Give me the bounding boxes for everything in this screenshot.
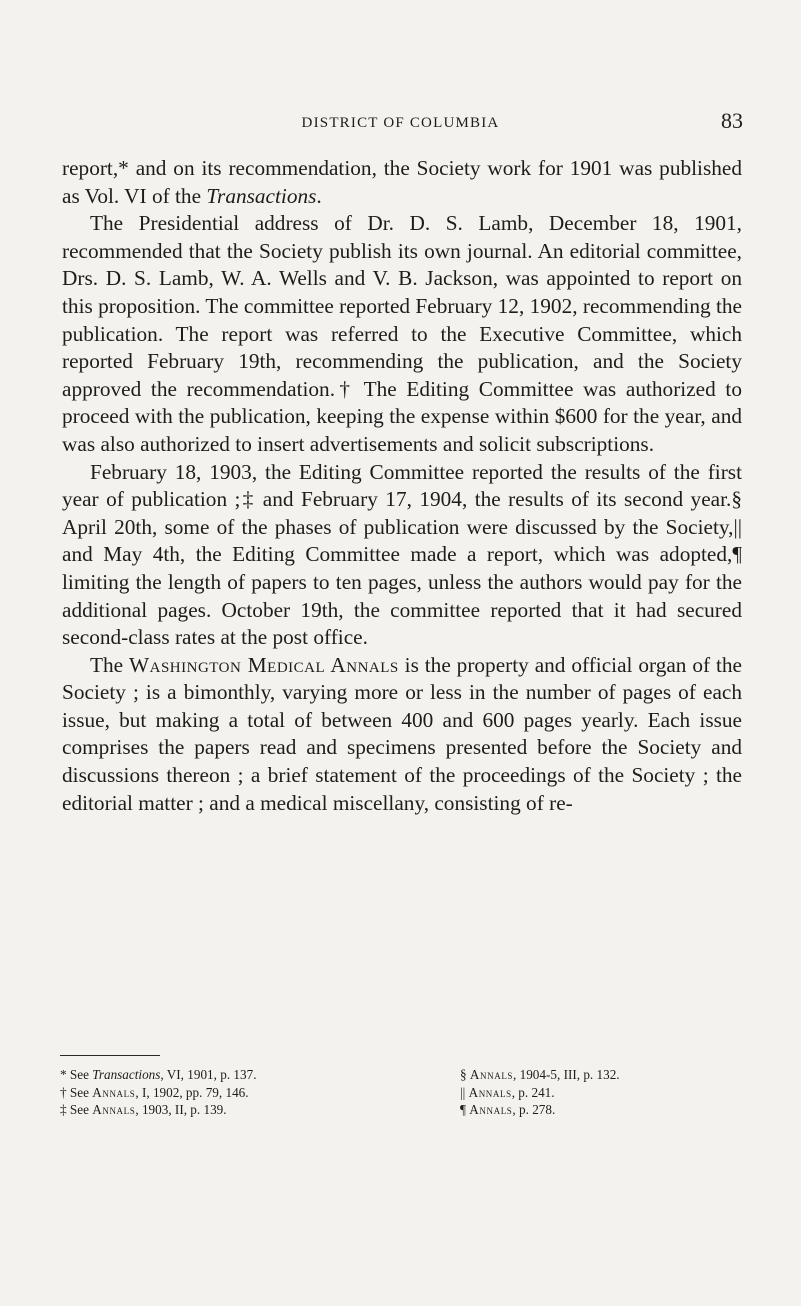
footnote-citation: , 1903, II, p. 139. — [135, 1102, 227, 1117]
footnote-ref: Annals — [469, 1067, 514, 1082]
paragraph-2: The Presidential address of Dr. D. S. Lamb, December 18, 1901, recommended that the Society publish its own journal. An editorial committee, Drs. D. S. Lamb, W. A. Wells and V. B. Jackson, was appointed to report on this proposition. The committee reported February 12, 1902, recommending the publication. The report was referred to the Executive Committee, which reported February 19th, recommending the publication, and the Society approved the recommendation.† The Editing Committee was authorized to proceed with the publication, keeping the expense within $600 for the year, and was also authorized to insert advertisements and solicit subscriptions. — [62, 211, 742, 456]
footnote-ref: Annals — [92, 1102, 136, 1117]
footnote-citation: , p. 241. — [511, 1084, 555, 1100]
paragraph-4-text: is the property and official organ of the Society ; is a bimonthly, varying more or less in the number of pages of each issue, but making a total of between 400 and 600 pages yearly. Each issue comprises the papers read and specimens presented before the Society and discussions thereon ; a brief statement of the proceedings of the Society ; the editorial matter ; and a medical miscellany, consisting of re- — [62, 652, 743, 815]
footnote — [460, 1084, 760, 1102]
footnote-citation: , p. 278. — [512, 1102, 556, 1117]
body-text — [62, 155, 742, 817]
footnote-mark: § — [460, 1067, 470, 1082]
footnote-mark: † See — [60, 1084, 93, 1100]
footnote-mark: ¶ — [460, 1102, 470, 1117]
paragraph-1-text: report,* and on its recommendation, the Society work for 1901 was published as Vol. VI of the — [62, 156, 742, 208]
page-number: 83 — [721, 108, 743, 133]
paragraph-4 — [62, 652, 742, 818]
footnote-mark: * See — [60, 1067, 93, 1082]
footnote-citation: , VI, 1901, p. 137. — [160, 1067, 257, 1082]
footnote — [60, 1066, 400, 1084]
transactions-title: Transactions — [206, 183, 317, 208]
annals-title: Washington Medical Annals — [129, 652, 399, 677]
footnotes-right-column — [460, 1066, 760, 1119]
footnote-citation: , I, 1902, pp. 79, 146. — [135, 1084, 249, 1100]
paragraph-1 — [62, 155, 742, 210]
footnote-citation: , 1904-5, III, p. 132. — [513, 1067, 620, 1082]
footnotes-left-column — [60, 1066, 400, 1119]
paragraph-3: February 18, 1903, the Editing Committee reported the results of the first year of publication ;‡ and February 17, 1904, the results of its second year.§ April 20th, some of the phases of publication were discussed by the Society,|| and May 4th, the Editing Committee made a report, which was adopted,¶ limiting the length of papers to ten pages, unless the authors would pay for the additional pages. October 19th, the committee reported that it had secured second-class rates at the post office. — [62, 459, 742, 650]
footnote-rule — [60, 1055, 160, 1056]
running-head: DISTRICT OF COLUMBIA — [301, 115, 500, 131]
footnote — [460, 1101, 760, 1119]
footnote-mark: ‡ See — [60, 1102, 93, 1117]
footnote — [460, 1066, 760, 1084]
footnote-mark: || — [460, 1084, 469, 1100]
paragraph-4-start: The — [90, 652, 130, 677]
footnote-ref: Annals — [92, 1084, 136, 1100]
footnote — [60, 1084, 400, 1102]
footnote-ref: Annals — [469, 1102, 513, 1117]
footnote — [60, 1101, 400, 1119]
paragraph-1-end: . — [316, 183, 322, 208]
footnote-ref: Annals — [468, 1084, 512, 1100]
footnote-ref: Transactions — [92, 1067, 161, 1082]
